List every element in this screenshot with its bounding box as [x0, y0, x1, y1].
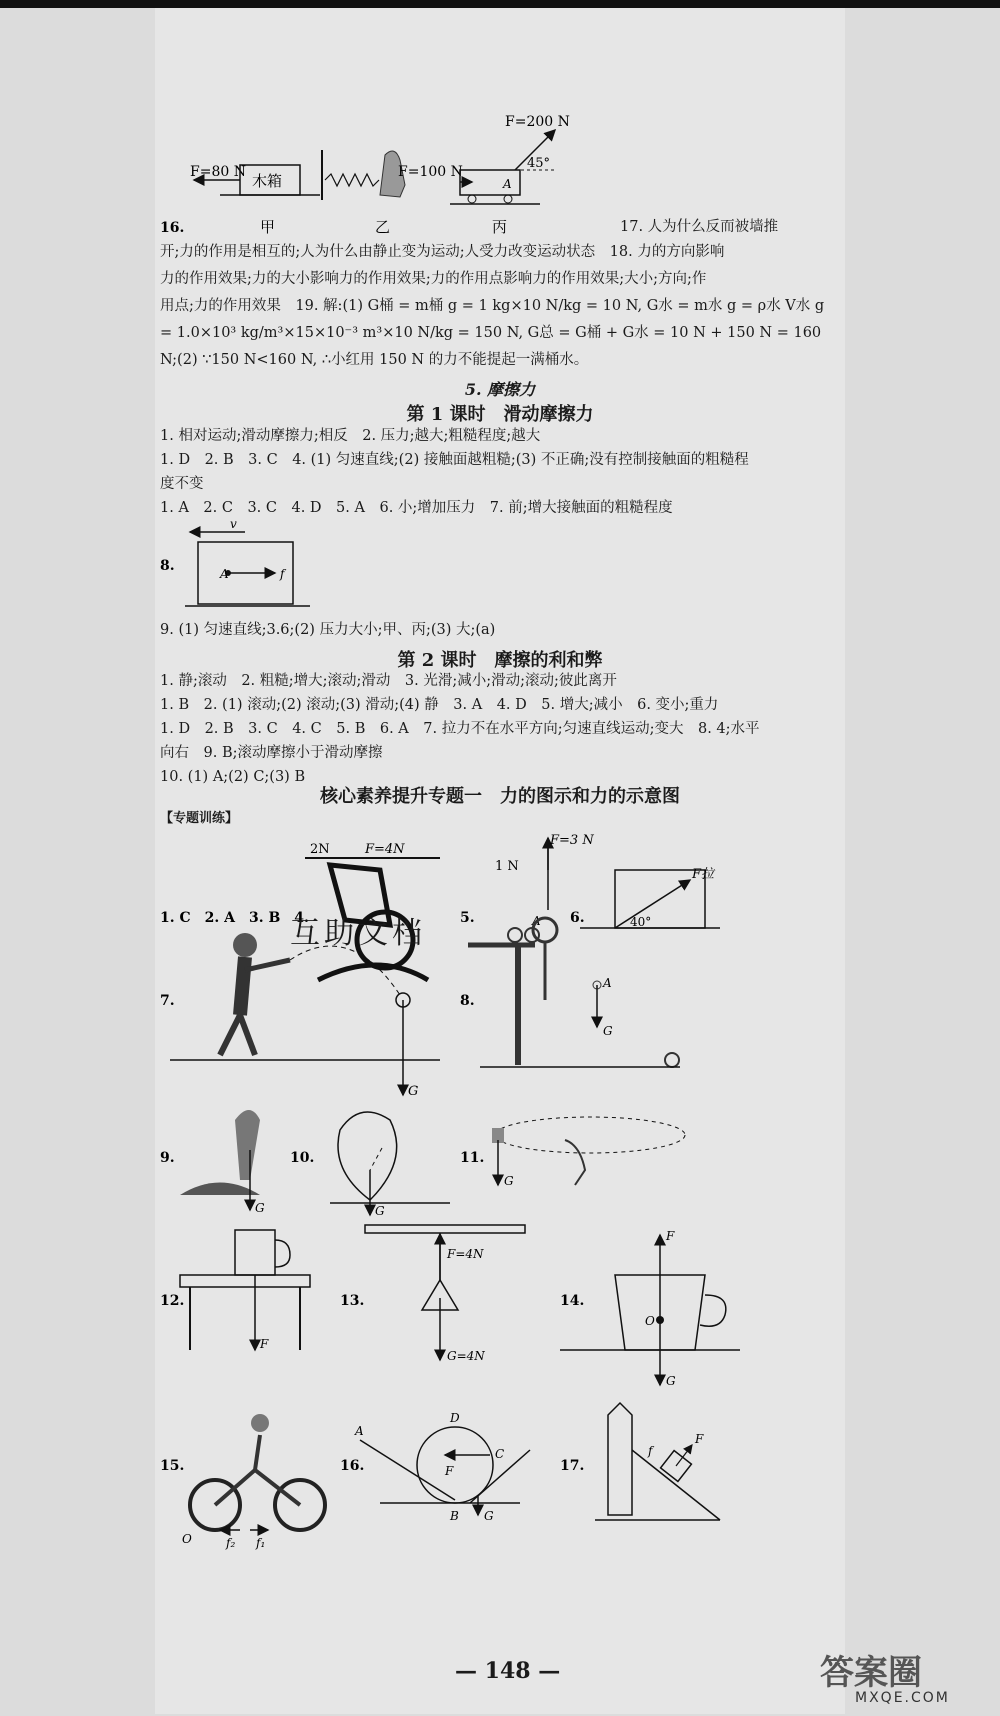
answer-line: 1. D 2. B 3. C 4. C 5. B 6. A 7. 拉力不在水平方向;匀速直线运动;变大 8. 4;水平: [160, 721, 760, 737]
figure-16: [160, 110, 840, 235]
q6-number: 6.: [570, 910, 585, 926]
watermark-text: 互助文档: [290, 916, 426, 951]
q16-point-d: D: [450, 1411, 460, 1425]
q8-number: 8.: [460, 993, 475, 1009]
q16-force-label: F: [445, 1464, 454, 1478]
q9-gravity-label: G: [255, 1201, 265, 1215]
q17-friction-label: f: [648, 1444, 653, 1458]
q9-number: 9.: [160, 1150, 175, 1166]
exercise-figures-12-14: [160, 1220, 840, 1390]
answer-line: N;(2) ∵150 N<160 N, ∴小红用 150 N 的力不能提起一满桶水。: [160, 352, 589, 368]
answer-line: 9. (1) 匀速直线;3.6;(2) 压力大小;甲、丙;(3) 大;(a): [160, 622, 496, 638]
velocity-label: v: [230, 520, 237, 531]
answer-line: 1. 相对运动;滑动摩擦力;相反 2. 压力;越大;粗糙程度;越大: [160, 428, 541, 444]
q16-point-a: A: [355, 1424, 364, 1438]
answer-line: 1. 静;滚动 2. 粗糙;增大;滚动;滑动 3. 光滑;减小;滑动;滚动;彼此离开: [160, 673, 617, 689]
point-a-label: A: [220, 567, 229, 581]
watermark-url: MXQE.COM: [855, 1690, 950, 1706]
q14-gravity-label: G: [666, 1374, 676, 1388]
exercise-figures-7-8: [160, 925, 840, 1100]
q8-point-a: A: [603, 976, 612, 990]
q13-force-label: F=4N: [447, 1247, 484, 1261]
top-black-bar: [0, 0, 1000, 8]
q1-4-text: 1. C 2. A 3. B 4.: [160, 910, 309, 926]
q5-scale-label: 1 N: [495, 859, 519, 874]
q16-point-c: C: [495, 1447, 505, 1461]
section-title: 5. 摩擦力: [464, 380, 536, 399]
q5-point-a: A: [532, 914, 541, 928]
exercise-figures-9-11: [160, 1100, 840, 1220]
q15-origin-label: O: [182, 1532, 192, 1546]
point-a-label: A: [503, 177, 512, 191]
q5-force-label: F=3 N: [550, 833, 594, 848]
q13-number: 13.: [340, 1293, 365, 1309]
q5-number: 5.: [460, 910, 475, 926]
caption-jia: 甲: [260, 218, 276, 235]
angle-45-label: 45°: [527, 156, 551, 171]
q16-gravity-label: G: [484, 1509, 494, 1523]
f200-label: F=200 N: [505, 114, 570, 130]
answer-line: 开;力的作用是相互的;人为什么由静止变为运动;人受力改变运动状态 18. 力的方向影响: [160, 244, 725, 260]
q15-f2-label: f₂: [226, 1536, 236, 1550]
q6-force-label: F拉: [692, 867, 715, 882]
q6-angle-label: 40°: [630, 915, 652, 929]
q14-force-label: F: [666, 1229, 675, 1243]
q12-number: 12.: [160, 1293, 185, 1309]
f100-label: F=100 N: [398, 164, 463, 180]
q12-force-label: F: [260, 1337, 269, 1351]
q16-number: 16.: [340, 1458, 365, 1474]
q16-point-b: B: [450, 1509, 459, 1523]
q4-force-label: F=4N: [365, 842, 405, 857]
q13-gravity-label: G=4N: [447, 1349, 485, 1363]
friction-label: f: [280, 567, 285, 581]
q15-f1-label: f₁: [256, 1536, 266, 1550]
training-badge: 【专题训练】: [160, 811, 239, 826]
answer-line: 向右 9. B;滚动摩擦小于滑动摩擦: [160, 745, 383, 761]
wooden-box-label: 木箱: [252, 172, 283, 190]
answer-line: 1. A 2. C 3. C 4. D 5. A 6. 小;增加压力 7. 前;增大接触面的粗糙程度: [160, 500, 673, 516]
answer-line: 10. (1) A;(2) C;(3) B: [160, 769, 306, 785]
answer-line: 力的作用效果;力的大小影响力的作用效果;力的作用点影响力的作用效果;大小;方向;作: [160, 271, 707, 287]
q11-gravity-label: G: [504, 1174, 514, 1188]
q7-gravity-label: G: [408, 1084, 419, 1099]
answer-line: = 1.0×10³ kg/m³×15×10⁻³ m³×10 N/kg = 150 N, G总 = G桶 + G水 = 10 N + 150 N = 160: [160, 325, 822, 341]
answer-line: 1. D 2. B 3. C 4. (1) 匀速直线;(2) 接触面越粗糙;(3) 不正确;没有控制接触面的粗糙程: [160, 452, 749, 468]
answer-line: 用点;力的作用效果 19. 解:(1) G桶 = m桶 g = 1 kg×10 N/kg = 10 N, G水 = m水 g = ρ水 V水 g: [160, 298, 825, 314]
exercise-figures-15-17: [160, 1395, 840, 1555]
watermark-logo-text: 答案圈: [820, 1653, 922, 1693]
q10-gravity-label: G: [375, 1204, 385, 1218]
topic-title: 核心素养提升专题一 力的图示和力的示意图: [320, 786, 680, 807]
page-number: — 148 —: [455, 1658, 561, 1684]
q8-number: 8.: [160, 558, 175, 574]
q17-number: 17.: [560, 1458, 585, 1474]
q8-gravity-label: G: [603, 1024, 613, 1038]
f80-label: F=80 N: [190, 164, 246, 180]
answer-line: 度不变: [160, 476, 204, 492]
lesson-title: 第 2 课时 摩擦的利和弊: [397, 650, 603, 671]
answer-line: 1. B 2. (1) 滚动;(2) 滚动;(3) 滑动;(4) 静 3. A 4. D 5. 增大;减小 6. 变小;重力: [160, 697, 719, 713]
q11-number: 11.: [460, 1150, 485, 1166]
caption-yi: 乙: [375, 218, 391, 235]
q4-2n-label: 2N: [310, 842, 330, 857]
q10-number: 10.: [290, 1150, 315, 1166]
q14-number: 14.: [560, 1293, 585, 1309]
q16-number: 16.: [160, 220, 185, 235]
caption-bing: 丙: [492, 218, 508, 235]
figure-8-friction: [160, 520, 360, 620]
q14-center-label: O: [645, 1314, 655, 1328]
answer-line: 17. 人为什么反而被墙推: [620, 219, 779, 235]
q15-number: 15.: [160, 1458, 185, 1474]
q7-number: 7.: [160, 993, 175, 1009]
lesson-title: 第 1 课时 滑动摩擦力: [406, 404, 594, 425]
q17-force-label: F: [695, 1432, 704, 1446]
